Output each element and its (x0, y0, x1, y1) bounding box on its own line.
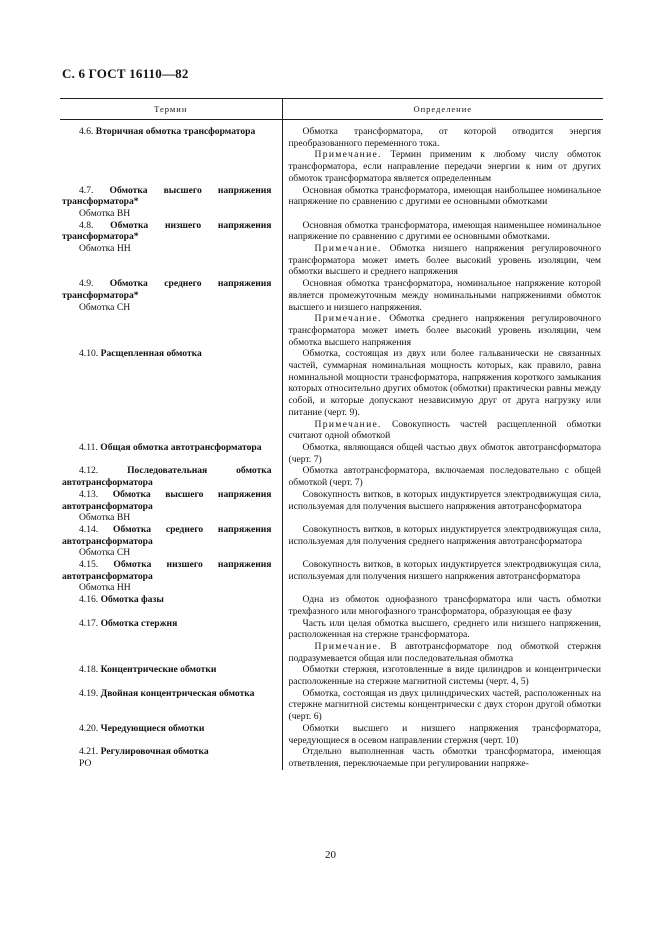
term-line (62, 220, 272, 243)
term-cell (60, 618, 282, 665)
term-number: 4.20. (79, 722, 99, 734)
term-line (62, 278, 272, 301)
term-name: Концентрические обмотки (100, 664, 217, 676)
term-abbreviation: Обмотка СН (79, 547, 131, 559)
note-body: В автотрансформаторе под обмоткой стержня подразумевается общая или последовательная обмотка (288, 640, 601, 664)
term-line (62, 688, 272, 700)
term-number: 4.12. (79, 465, 99, 477)
term-cell (60, 348, 282, 442)
column-header-definition: Определение (282, 99, 603, 120)
definition-cell (282, 442, 603, 465)
definition-text: Совокупность витков, в которых индуктируется электродвижущая сила, используемая для получения низшего напряжения автотрансформатора (288, 559, 601, 582)
note-label: Примечание. (314, 243, 382, 255)
term-line (62, 664, 272, 676)
term-line (62, 746, 272, 758)
table-row (60, 594, 603, 617)
term-name: Обмотка фазы (100, 594, 164, 606)
term-number: 4.18. (79, 664, 99, 676)
definition-text: Основная обмотка трансформатора, имеющая наибольшее номинальное напряжение по сравнению с другими ее основными обмотками (288, 184, 601, 208)
term-cell (60, 220, 282, 279)
definition-text: Совокупность витков, в которых индуктируется электродвижущая сила, используемая для получения высшего напряжения автотрансформатора (288, 488, 601, 512)
definition-cell (282, 348, 603, 442)
term-line (62, 185, 272, 208)
definition-text: Обмотка, состоящая из двух или более гальванически не связанных частей, суммарная номинальная мощность которых, как правило, равна номинальной мощности трансформатора, напряжения короткого замыкания которых относительно других обмоток (обмотки) практически равны между собой, и которые допускают независимую друг от друга нагрузку или питание (черт. 9). (288, 348, 601, 418)
term-line (62, 442, 272, 454)
term-number: 4.11. (79, 441, 98, 453)
definition-cell (282, 594, 603, 617)
definition-cell (282, 220, 603, 279)
note-body: Термин применим к любому числу обмоток трансформатора, если направление передачи энергии к ним от других обмоток трансформатора является определенным (288, 149, 601, 184)
term-cell (60, 559, 282, 594)
table-row (60, 278, 603, 348)
term-abbreviation: Обмотка НН (79, 243, 131, 255)
definition-text: Одна из обмоток однофазного трансформатора или часть обмотки трехфазного или многофазного трансформатора, образующая ее фазу (288, 594, 601, 617)
term-line (62, 489, 272, 512)
definition-cell (282, 723, 603, 746)
table-row (60, 559, 603, 594)
table-row (60, 185, 603, 220)
term-cell (60, 723, 282, 746)
definition-text: Обмотки стержня, изготовленные в виде цилиндров и концентрически расположенные на стержне магнитной системы (черт. 4, 5) (288, 664, 601, 688)
table-row (60, 664, 603, 687)
term-abbreviation: Обмотка ВН (79, 207, 131, 219)
term-name: Вторичная обмотка трансформатора (95, 126, 256, 137)
term-line (62, 594, 272, 606)
definition-cell (282, 278, 603, 348)
term-cell (60, 664, 282, 687)
definition-cell (282, 120, 603, 185)
term-cell (60, 442, 282, 465)
definition-text: Отдельно выполненная часть обмотки трансформатора, имеющая ответвления, переключаемые при регулировании напряже- (288, 746, 601, 769)
term-name: Обмотка высшего напряжения трансформатора* (62, 184, 272, 208)
table-row (60, 220, 603, 279)
note-text (289, 641, 602, 664)
term-line (62, 465, 272, 488)
term-line (62, 524, 272, 547)
term-name: Регулировочная обмотка (100, 746, 209, 758)
definition-text: Обмотка автотрансформатора, включаемая последовательно с общей обмоткой (черт. 7) (288, 465, 601, 489)
term-name: Обмотка высшего напряжения автотрансформатора (62, 488, 272, 512)
note-body: Обмотка среднего напряжения регулировочного трансформатора может иметь более высокий уровень изоляции, чем обмотка высшего напряжения (288, 313, 601, 348)
note-text (289, 243, 602, 278)
definition-cell (282, 664, 603, 687)
term-name: Обмотка среднего напряжения автотрансформатора (62, 523, 272, 547)
definition-cell (282, 524, 603, 559)
term-number: 4.16. (79, 594, 99, 606)
term-abbreviation: РО (79, 757, 92, 769)
term-line (62, 348, 272, 360)
terms-table-body (60, 120, 603, 770)
term-cell (60, 120, 282, 185)
table-row (60, 348, 603, 442)
table-row (60, 120, 603, 185)
note-label: Примечание. (314, 640, 382, 652)
page-header: С. 6 ГОСТ 16110—82 (62, 66, 189, 81)
term-line (62, 723, 272, 735)
note-label: Примечание. (314, 313, 382, 325)
term-name: Обмотка низшего напряжения трансформатора* (62, 219, 272, 243)
term-number: 4.19. (79, 687, 99, 699)
term-cell (60, 594, 282, 617)
term-number: 4.21. (79, 746, 99, 758)
definition-text: Обмотки высшего и низшего напряжения трансформатора, чередующиеся в осевом направлении стержня (черт. 10) (288, 722, 601, 746)
definition-cell (282, 688, 603, 723)
term-line (62, 618, 272, 630)
definition-cell (282, 746, 603, 769)
table-row (60, 524, 603, 559)
term-number: 4.14. (79, 523, 99, 535)
term-cell (60, 746, 282, 769)
table-row (60, 746, 603, 769)
table-row (60, 688, 603, 723)
definition-cell (282, 559, 603, 594)
definition-cell (282, 489, 603, 524)
term-cell (60, 489, 282, 524)
table-row (60, 442, 603, 465)
definition-text: Основная обмотка трансформатора, имеющая наименьшее номинальное напряжение по сравнению с другими ее основными обмотками. (288, 219, 601, 243)
term-line (62, 126, 272, 138)
column-header-term: Термин (60, 99, 282, 120)
definition-text: Основная обмотка трансформатора, номинальное напряжение которой является промежуточным между номинальными напряжениями обмоток высшего и низшего напряжения. (288, 278, 601, 313)
table-row (60, 465, 603, 488)
term-number: 4.17. (79, 617, 99, 629)
term-number: 4.9. (79, 278, 94, 290)
term-number: 4.10. (79, 348, 99, 360)
note-text (289, 313, 602, 348)
term-abbreviation: Обмотка СН (79, 301, 131, 313)
definition-text: Обмотка, состоящая из двух цилиндрических частей, расположенных на стержне магнитной системы концентрически с двух сторон другой обмотки (черт. 6) (288, 687, 601, 723)
term-name: Обмотка среднего напряжения трансформатора* (62, 278, 272, 301)
term-cell (60, 465, 282, 488)
page-number: 20 (325, 849, 336, 861)
term-cell (60, 278, 282, 348)
table-row (60, 489, 603, 524)
note-label: Примечание. (314, 418, 382, 430)
definition-text: Совокупность витков, в которых индуктируется электродвижущая сила, используемая для получения среднего напряжения автотрансформатора (288, 523, 601, 547)
term-name: Чередующиеся обмотки (100, 722, 205, 734)
table-row (60, 723, 603, 746)
note-text (289, 419, 602, 442)
term-name: Обмотка стержня (100, 617, 178, 629)
term-number: 4.6. (79, 126, 94, 137)
note-body: Обмотка низшего напряжения регулировочного трансформатора может иметь более высокий уровень изоляции, чем обмотки высшего и среднего напряжения (288, 243, 601, 278)
definition-cell (282, 465, 603, 488)
note-label: Примечание. (314, 149, 382, 161)
term-name: Общая обмотка автотрансформатора (100, 441, 262, 453)
term-abbreviation: Обмотка ВН (79, 512, 131, 524)
definition-text: Часть или целая обмотка высшего, среднего или низшего напряжения, расположенная на стержне трансформатора. (288, 617, 601, 641)
note-text (289, 149, 602, 184)
term-cell (60, 524, 282, 559)
term-cell (60, 688, 282, 723)
definition-cell (282, 618, 603, 665)
term-cell (60, 185, 282, 220)
term-name: Двойная концентрическая обмотка (100, 687, 255, 699)
term-number: 4.13. (79, 488, 99, 500)
term-name: Обмотка низшего напряжения автотрансформатора (62, 559, 272, 582)
definition-text: Обмотка, являющаяся общей частью двух обмоток автотрансформатора (черт. 7) (288, 441, 601, 465)
note-body: Совокупность частей расщепленной обмотки считают одной обмоткой (288, 418, 601, 442)
term-abbreviation: Обмотка НН (79, 582, 131, 594)
term-name: Расщепленная обмотка (100, 348, 202, 360)
definition-text: Обмотка трансформатора, от которой отводится энергия преобразованного переменного тока. (288, 126, 601, 149)
term-name: Последовательная обмотка автотрансформатора (62, 465, 272, 489)
term-number: 4.8. (79, 219, 94, 231)
term-line (62, 559, 272, 582)
terms-table (60, 98, 603, 770)
table-row (60, 618, 603, 665)
definition-cell (282, 185, 603, 220)
term-number: 4.7. (79, 184, 94, 196)
term-number: 4.15. (79, 559, 99, 571)
